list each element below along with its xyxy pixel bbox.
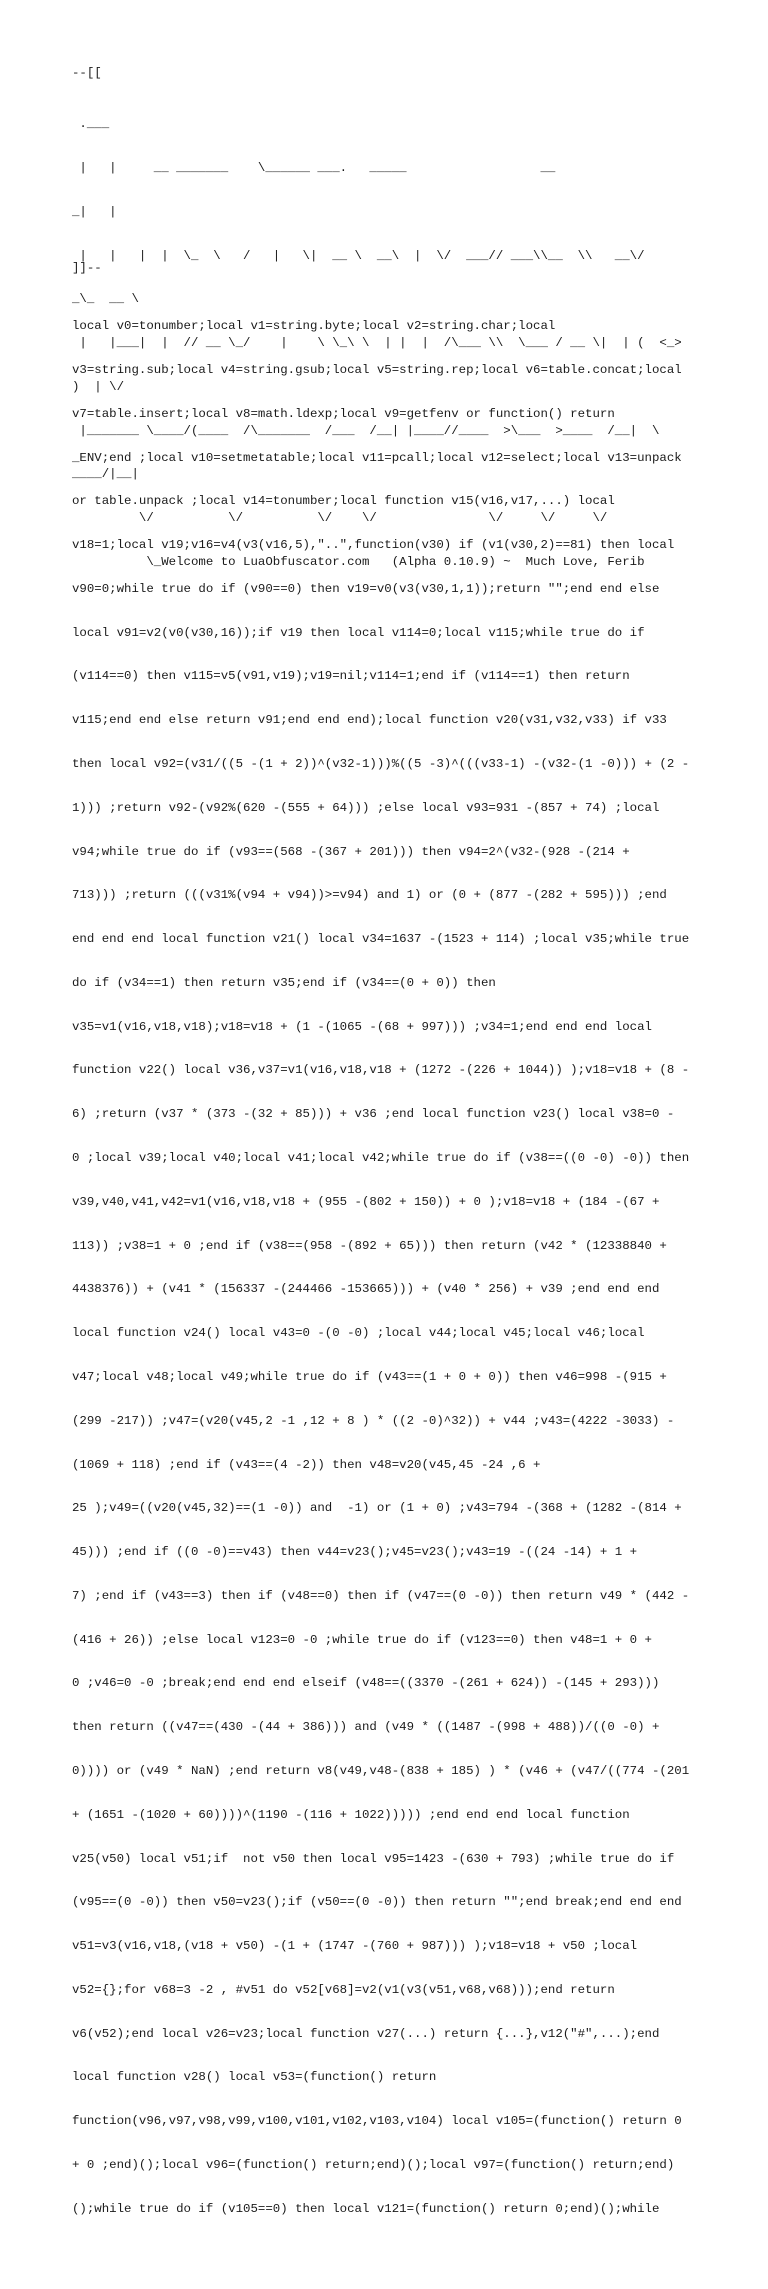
code-line: v6(v52);end local v26=v23;local function v27(...) return {...},v12("#",...);end: [72, 2026, 660, 2041]
code-line: v7=table.insert;local v8=math.ldexp;local v9=getfenv or function() return: [72, 406, 615, 421]
code-line: 6) ;return (v37 * (373 -(32 + 85))) + v36 ;end local function v23() local v38=0 -: [72, 1107, 675, 1122]
code-line: local function v28() local v53=(function() return: [72, 2070, 437, 2085]
code-line: (v95==(0 -0)) then v50=v23();if (v50==(0 -0)) then return "";end break;end end end: [72, 1895, 682, 1910]
code-line: function v22() local v36,v37=v1(v16,v18,v18 + (1272 -(226 + 1044)) );v18=v18 + (8 -: [72, 1063, 690, 1078]
banner-line: \/ \/ \/ \/ \/ \/ \/: [72, 511, 608, 526]
code-line: v52={};for v68=3 -2 , #v51 do v52[v68]=v2(v1(v3(v51,v68,v68)));end return: [72, 1982, 615, 1997]
code-line: 0 ;v46=0 -0 ;break;end end end elseif (v48==((3370 -(261 + 624)) -(145 + 293))): [72, 1676, 660, 1691]
code-line: (299 -217)) ;v47=(v20(v45,2 -1 ,12 + 8 ) * ((2 -0)^32)) + v44 ;v43=(4222 -3033) -: [72, 1413, 675, 1428]
banner-line: ____/|__|: [72, 467, 139, 482]
code-line: (416 + 26)) ;else local v123=0 -0 ;while true do if (v123==0) then v48=1 + 0 +: [72, 1632, 652, 1647]
banner-line: | | __ _______ \______ ___. _____ __: [72, 160, 556, 175]
code-line: 713))) ;return (((v31%(v94 + v94))>=v94) and 1) or (0 + (877 -(282 + 595))) ;end: [72, 888, 667, 903]
code-line: v51=v3(v16,v18,(v18 + v50) -(1 + (1747 -(760 + 987))) );v18=v18 + v50 ;local: [72, 1939, 638, 1954]
banner-line: |_______ \____/(____ /\_______ /___ /__| |____//____ >\___ >____ /__| \: [72, 423, 660, 438]
code-line: v115;end end else return v91;end end end);local function v20(v31,v32,v33) if v33: [72, 713, 667, 728]
banner-welcome-line: \_Welcome to LuaObfuscator.com (Alpha 0.10.9) ~ Much Love, Ferib: [72, 555, 645, 569]
code-line: local v0=tonumber;local v1=string.byte;local v2=string.char;local: [72, 319, 556, 334]
code-line: 0)))) or (v49 * NaN) ;end return v8(v49,v48-(838 + 185) ) * (v46 + (v47/((774 -(201: [72, 1763, 690, 1778]
comment-open: --[[: [72, 66, 102, 80]
code-line: _ENV;end ;local v10=setmetatable;local v11=pcall;local v12=select;local v13=unpack: [72, 450, 682, 465]
code-line: v47;local v48;local v49;while true do if (v43==(1 + 0 + 0)) then v46=998 -(915 +: [72, 1369, 667, 1384]
code-line: or table.unpack ;local v14=tonumber;local function v15(v16,v17,...) local: [72, 494, 615, 509]
code-line: v39,v40,v41,v42=v1(v16,v18,v18 + (955 -(802 + 150)) + 0 );v18=v18 + (184 -(67 +: [72, 1194, 660, 1209]
code-line: 45))) ;end if ((0 -0)==v43) then v44=v23();v45=v23();v43=19 -((24 -14) + 1 +: [72, 1545, 638, 1560]
code-line: then return ((v47==(430 -(44 + 386))) and (v49 * ((1487 -(998 + 488))/((0 -0) +: [72, 1720, 660, 1735]
code-line: + 0 ;end)();local v96=(function() return;end)();local v97=(function() return;end): [72, 2158, 675, 2172]
code-line: v90=0;while true do if (v90==0) then v19=v0(v3(v30,1,1));return "";end end else: [72, 581, 660, 596]
code-line: 1))) ;return v92-(v92%(620 -(555 + 64))) ;else local v93=931 -(857 + 74) ;local: [72, 800, 660, 815]
banner-line: _| |: [72, 204, 147, 219]
code-line: function(v96,v97,v98,v99,v100,v101,v102,v103,v104) local v105=(function() return 0: [72, 2114, 682, 2129]
code-line: 4438376)) + (v41 * (156337 -(244466 -153665))) + (v40 * 256) + v39 ;end end end: [72, 1282, 660, 1297]
code-block: [72, 290, 689, 2289]
code-line: (v114==0) then v115=v5(v91,v19);v19=nil;v114=1;end if (v114==1) then return: [72, 669, 630, 684]
code-line: ();while true do if (v105==0) then local v121=(function() return 0;end)();while: [72, 2201, 660, 2216]
code-line: 25 );v49=((v20(v45,32)==(1 -0)) and -1) or (1 + 0) ;v43=794 -(368 + (1282 -(814 +: [72, 1501, 682, 1516]
comment-close: ]]--: [72, 261, 102, 275]
code-line: then local v92=(v31/((5 -(1 + 2))^(v32-1)))%((5 -3)^(((v33-1) -(v32-(1 -0))) + (2 -: [72, 757, 690, 771]
banner-line: ) | \/: [72, 379, 125, 394]
code-line: v18=1;local v19;v16=v4(v3(v16,5),"..",function(v30) if (v1(v30,2)==81) then local: [72, 538, 675, 553]
code-line: local function v24() local v43=0 -(0 -0) ;local v44;local v45;local v46;local: [72, 1326, 645, 1341]
code-line: v35=v1(v16,v18,v18);v18=v18 + (1 -(1065 -(68 + 997))) ;v34=1;end end end local: [72, 1019, 652, 1034]
code-line: [72, 2246, 689, 2261]
banner-line: _\_ __ \: [72, 292, 139, 307]
code-line: 0 ;local v39;local v40;local v41;local v42;while true do if (v38==((0 -0) -0)) then: [72, 1151, 690, 1166]
code-line: v3=string.sub;local v4=string.gsub;local v5=string.rep;local v6=table.concat;local: [72, 362, 682, 377]
code-line: do if (v34==1) then return v35;end if (v34==(0 + 0)) then: [72, 975, 496, 990]
code-line: v25(v50) local v51;if not v50 then local v95=1423 -(630 + 793) ;while true do if: [72, 1851, 675, 1866]
code-line: 7) ;end if (v43==3) then if (v48==0) then if (v47==(0 -0)) then return v49 * (442 -: [72, 1588, 690, 1603]
code-line: v94;while true do if (v93==(568 -(367 + 201))) then v94=2^(v32-(928 -(214 +: [72, 844, 630, 859]
code-line: (1069 + 118) ;end if (v43==(4 -2)) then v48=v20(v45,45 -24 ,6 +: [72, 1457, 541, 1472]
banner-line: .___: [72, 117, 110, 132]
code-line: 113)) ;v38=1 + 0 ;end if (v38==(958 -(892 + 65))) then return (v42 * (12338840 +: [72, 1238, 667, 1253]
code-line: end end end local function v21() local v34=1637 -(1523 + 114) ;local v35;while true: [72, 932, 690, 947]
banner-line: | |___| | // __ \_/ | \ \_\ \ | | | /\___ \\ \___ / __ \| | ( <_>: [72, 336, 682, 351]
banner-line: | | | | \_ \ / | \| __ \ __\ | \/ ___// ___\\__ \\ __\/: [72, 248, 645, 263]
code-line: + (1651 -(1020 + 60))))^(1190 -(116 + 1022))))) ;end end end local function: [72, 1807, 630, 1822]
code-line: local v91=v2(v0(v30,16));if v19 then local v114=0;local v115;while true do if: [72, 625, 645, 640]
